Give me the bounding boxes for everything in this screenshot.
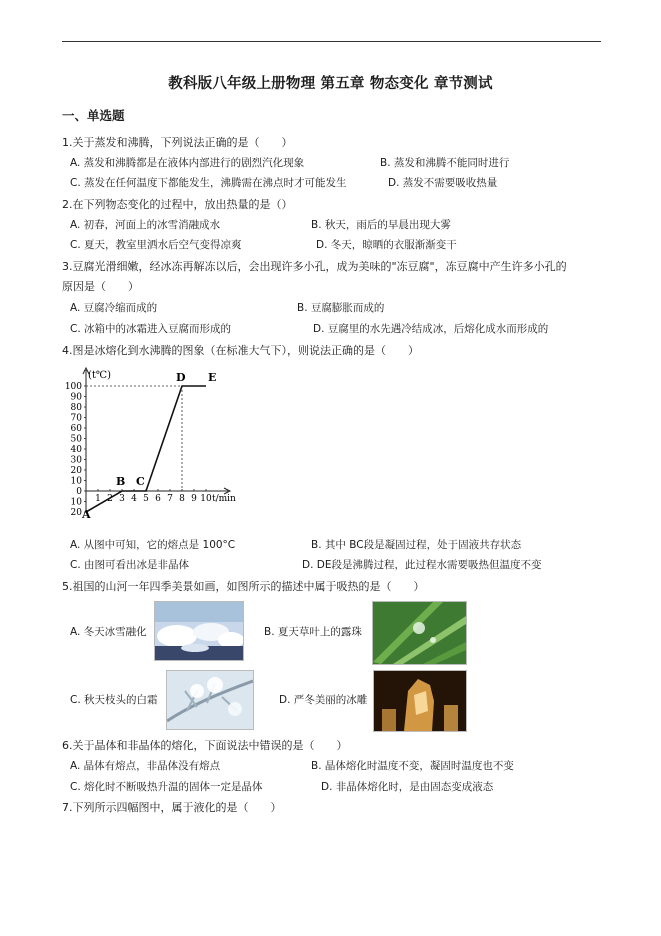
x-tick-label: 5 bbox=[143, 494, 149, 504]
q2-option-b[interactable]: B. 秋天，雨后的早晨出现大雾 bbox=[311, 219, 451, 231]
y-tick-label: 70 bbox=[70, 413, 82, 424]
q3-option-c[interactable]: C. 冰箱中的冰霜进入豆腐而形成的 bbox=[70, 323, 232, 335]
x-tick-label: 3 bbox=[119, 494, 125, 504]
q2-option-a[interactable]: A. 初春，河面上的冰雪消融成水 bbox=[70, 219, 221, 231]
q3-stem-line1: 3.豆腐光滑细嫩，经冰冻再解冻以后，会出现许多小孔，成为美味的"冻豆腐"，冻豆腐中产生许多小孔的 bbox=[62, 260, 567, 273]
x-tick-label: 8 bbox=[179, 494, 185, 504]
section-heading: 一、单选题 bbox=[62, 108, 125, 123]
snow-melting-photo[interactable] bbox=[154, 601, 244, 661]
point-label-c: C bbox=[136, 475, 145, 488]
x-tick-label: 10 bbox=[200, 494, 212, 504]
ice-sculpture-photo[interactable] bbox=[373, 670, 467, 732]
q1-option-d[interactable]: D. 蒸发不需要吸收热量 bbox=[388, 177, 498, 189]
y-tick-label: 40 bbox=[70, 445, 82, 455]
q1-option-a[interactable]: A. 蒸发和沸腾都是在液体内部进行的剧烈汽化现象 bbox=[70, 157, 305, 169]
q5-option-d[interactable]: D. 严冬美丽的冰雕 bbox=[279, 694, 368, 706]
q5-stem: 5.祖国的山河一年四季美景如画，如图所示的描述中属于吸热的是（ ） bbox=[62, 580, 425, 593]
point-label-d: D bbox=[176, 371, 186, 384]
q2-option-c[interactable]: C. 夏天，教室里洒水后空气变得凉爽 bbox=[70, 239, 242, 251]
q5-option-c[interactable]: C. 秋天枝头的白霜 bbox=[70, 694, 158, 706]
y-tick-label: 20 bbox=[70, 466, 82, 476]
q4-option-c[interactable]: C. 由图可看出冰是非晶体 bbox=[70, 559, 190, 571]
point-label-e: E bbox=[208, 371, 217, 384]
y-tick-label: 60 bbox=[70, 424, 82, 434]
y-tick-label: 30 bbox=[70, 455, 82, 466]
q3-option-d[interactable]: D. 豆腐里的水先遇冷结成冰，后熔化成水而形成的 bbox=[313, 323, 549, 335]
q1-stem: 1.关于蒸发和沸腾，下列说法正确的是（ ） bbox=[62, 136, 293, 149]
q4-option-d[interactable]: D. DE段是沸腾过程，此过程水需要吸热但温度不变 bbox=[302, 559, 542, 571]
x-tick-label: 6 bbox=[155, 494, 161, 504]
frost-branch-photo[interactable] bbox=[166, 670, 254, 730]
q5-option-a[interactable]: A. 冬天冰雪融化 bbox=[70, 626, 147, 638]
y-axis-label: (t℃) bbox=[88, 370, 112, 381]
q3-option-a[interactable]: A. 豆腐冷缩而成的 bbox=[70, 302, 158, 314]
q2-option-d[interactable]: D. 冬天，晾晒的衣服渐渐变干 bbox=[316, 239, 457, 251]
point-label-a: A bbox=[82, 508, 91, 521]
q6-stem: 6.关于晶体和非晶体的熔化，下面说法中错误的是（ ） bbox=[62, 739, 348, 752]
q4-stem: 4.图是冰熔化到水沸腾的图象（在标准大气下），则说法正确的是（ ） bbox=[62, 344, 419, 357]
dew-on-grass-photo[interactable] bbox=[372, 601, 467, 665]
y-tick-label: 80 bbox=[70, 403, 82, 413]
q6-option-b[interactable]: B. 晶体熔化时温度不变，凝固时温度也不变 bbox=[311, 760, 514, 772]
y-tick-label: 20 bbox=[70, 508, 82, 518]
q6-option-c[interactable]: C. 熔化时不断吸热升温的固体一定是晶体 bbox=[70, 781, 263, 793]
header-rule bbox=[62, 41, 601, 42]
x-tick-label: 2 bbox=[107, 494, 113, 504]
x-tick-label: 1 bbox=[95, 494, 101, 504]
q4-option-a[interactable]: A. 从图中可知，它的熔点是 100°C bbox=[70, 539, 236, 551]
q3-stem-line2: 原因是（ ） bbox=[62, 280, 139, 293]
x-axis-label: t/min bbox=[212, 494, 236, 504]
q7-stem: 7.下列所示四幅图中，属于液化的是（ ） bbox=[62, 801, 282, 814]
y-tick-label: 100 bbox=[64, 382, 82, 392]
y-tick-label: 0 bbox=[76, 487, 82, 497]
y-tick-label: 10 bbox=[70, 497, 82, 508]
x-tick-label: 9 bbox=[191, 494, 197, 504]
q3-option-b[interactable]: B. 豆腐膨胀而成的 bbox=[297, 302, 385, 314]
q1-option-b[interactable]: B. 蒸发和沸腾不能同时进行 bbox=[380, 157, 510, 169]
page-title: 教科版八年级上册物理 第五章 物态变化 章节测试 bbox=[168, 76, 493, 92]
y-tick-label: 90 bbox=[70, 392, 82, 403]
point-label-b: B bbox=[116, 475, 126, 488]
q6-option-a[interactable]: A. 晶体有熔点，非晶体没有熔点 bbox=[70, 760, 221, 772]
q4-option-b[interactable]: B. 其中 BC段是凝固过程，处于固液共存状态 bbox=[311, 539, 522, 551]
q5-option-b[interactable]: B. 夏天草叶上的露珠 bbox=[264, 626, 362, 638]
x-tick-label: 7 bbox=[167, 494, 173, 504]
q2-stem: 2.在下列物态变化的过程中，放出热量的是（） bbox=[62, 198, 293, 211]
y-tick-label: 10 bbox=[70, 476, 82, 487]
x-tick-label: 4 bbox=[131, 494, 137, 504]
melting-boiling-graph bbox=[58, 364, 258, 522]
q1-option-c[interactable]: C. 蒸发在任何温度下都能发生，沸腾需在沸点时才可能发生 bbox=[70, 177, 347, 189]
q6-option-d[interactable]: D. 非晶体熔化时，是由固态变成液态 bbox=[321, 781, 494, 793]
y-tick-label: 50 bbox=[70, 434, 82, 445]
